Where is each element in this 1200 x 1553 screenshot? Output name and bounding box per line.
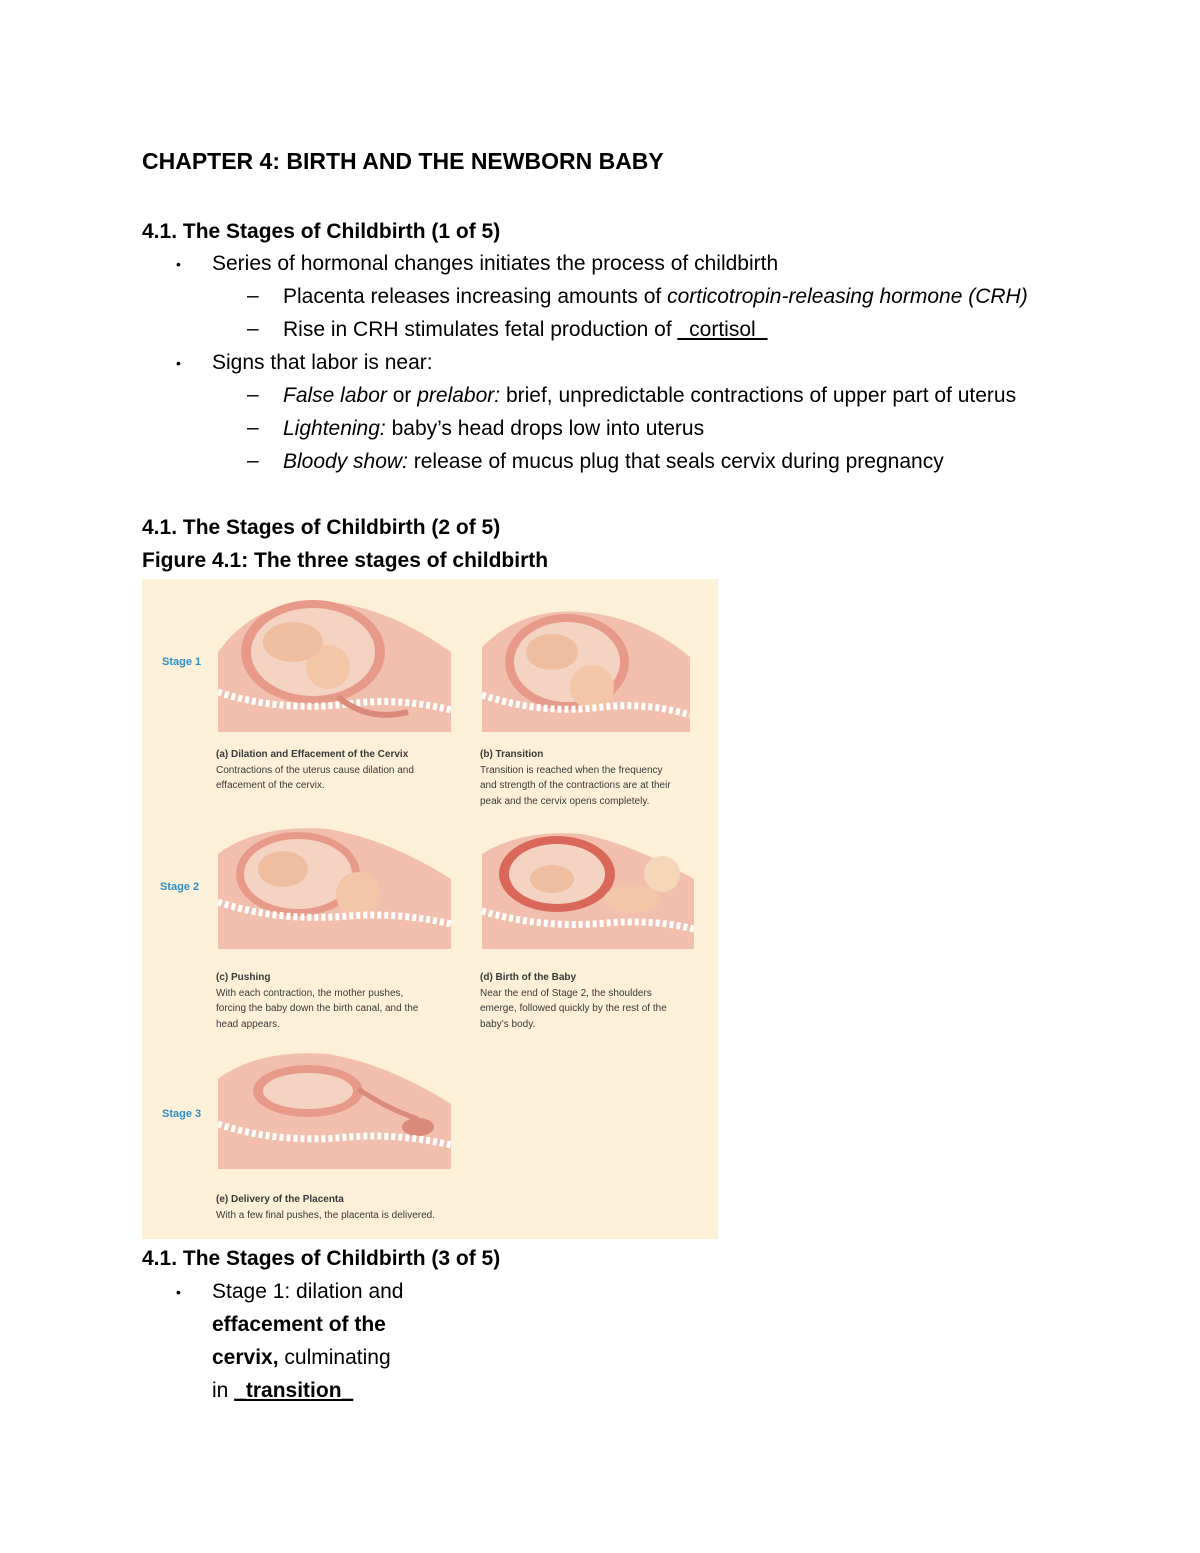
sub-item-false-labor: False labor or prelabor: brief, unpredictable contractions of upper part of uterus [283,384,1017,407]
illustration-dilation [218,592,451,732]
dash-icon: – [247,317,259,340]
caption-b: (b) Transition Transition is reached when the frequency and strength of the contractions are at their peak and the cervix opens completely. [480,749,671,807]
bullet-icon: • [176,1284,181,1300]
stage1-line-4: in _transition_ [212,1379,354,1402]
stage1-line-3: cervix, culminating [212,1346,391,1369]
sub-item-crh: Rise in CRH stimulates fetal production of _cortisol_ [283,318,768,341]
dash-icon: – [247,383,259,406]
chapter-title: CHAPTER 4: BIRTH AND THE NEWBORN BABY [142,148,664,174]
bullet-signs-labor: Signs that labor is near: [212,351,433,374]
sub-item-lightening: Lightening: baby’s head drops low into uterus [283,417,705,440]
figure-title: Figure 4.1: The three stages of childbirth [142,549,549,572]
caption-d: (d) Birth of the Baby Near the end of Stage 2, the shoulders emerge, followed quickly by the rest of the baby’s body. [480,972,667,1030]
illustration-pushing [218,824,451,949]
caption-c: (c) Pushing With each contraction, the mother pushes, forcing the baby down the birth canal, and the head appears. [216,972,419,1030]
blank-cortisol: _cortisol_ [677,318,768,341]
illustration-placenta [218,1049,451,1169]
sub-item-bloody-show: Bloody show: release of mucus plug that seals cervix during pregnancy [283,450,944,473]
stage-3-label: Stage 3 [162,1108,202,1120]
section-heading-3: 4.1. The Stages of Childbirth (3 of 5) [142,1247,501,1270]
illustration-transition [482,607,690,732]
bullet-icon: • [176,256,181,272]
childbirth-stages-figure [142,579,718,1239]
dash-icon: – [247,449,259,472]
caption-a: (a) Dilation and Effacement of the Cervix Contractions of the uterus cause dilation and effacement of the cervix. [216,749,414,791]
blank-transition: _transition_ [234,1379,354,1402]
stage1-line-2: effacement of the [212,1313,386,1336]
stage1-line-1: Stage 1: dilation and [212,1280,404,1303]
bullet-icon: • [176,355,181,371]
section-heading-2: 4.1. The Stages of Childbirth (2 of 5) [142,516,501,539]
dash-icon: – [247,416,259,439]
stage-1-label: Stage 1 [162,656,202,668]
dash-icon: – [247,284,259,307]
section-heading-1: 4.1. The Stages of Childbirth (1 of 5) [142,220,501,243]
caption-e: (e) Delivery of the Placenta With a few final pushes, the placenta is delivered. [216,1194,436,1221]
bullet-hormonal-changes: Series of hormonal changes initiates the process of childbirth [212,252,779,275]
illustration-birth [482,829,694,949]
stage-2-label: Stage 2 [160,881,200,893]
sub-item-placenta: Placenta releases increasing amounts of corticotropin-releasing hormone (CRH) [283,285,1028,308]
